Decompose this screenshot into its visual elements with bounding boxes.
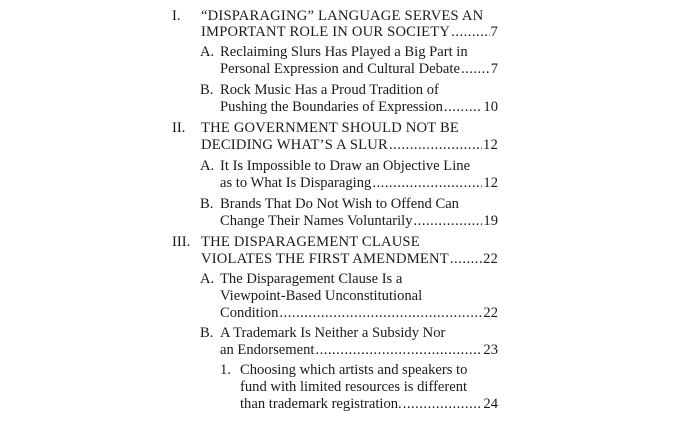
dot-leader — [451, 24, 489, 40]
dot-leader — [461, 61, 490, 77]
subsection-letter: A. — [200, 158, 215, 174]
dot-leader — [444, 99, 482, 115]
section-numeral: III. — [172, 234, 191, 250]
subsection-letter: B. — [200, 82, 214, 98]
page-number: 22 — [483, 251, 498, 267]
toc-entry-line — [220, 175, 498, 191]
page-number: 7 — [490, 24, 498, 40]
page-number: 10 — [483, 99, 498, 115]
subsection-line: The Disparagement Clause Is a — [220, 271, 403, 287]
section-numeral: I. — [172, 8, 181, 24]
toc-entry-line — [201, 137, 498, 153]
dot-leader — [315, 342, 482, 358]
item-number: 1. — [220, 362, 231, 378]
subsection-letter: B. — [200, 325, 214, 341]
subsection-line: Reclaiming Slurs Has Played a Big Part in — [220, 44, 468, 60]
subsection-line: It Is Impossible to Draw an Objective Line — [220, 158, 471, 174]
dot-leader — [403, 396, 483, 412]
item-line: Choosing which artists and speakers to — [240, 362, 468, 378]
item-line: than trademark registration. — [240, 396, 402, 412]
toc-entry-line — [201, 24, 498, 40]
subsection-line: Brands That Do Not Wish to Offend Can — [220, 196, 459, 212]
section-heading-line: “DISPARAGING” LANGUAGE SERVES AN — [201, 8, 484, 24]
section-heading-line: THE DISPARAGEMENT CLAUSE — [201, 234, 420, 250]
subsection-line: as to What Is Disparaging — [220, 175, 372, 191]
toc-entry-line — [220, 99, 498, 115]
dot-leader — [279, 305, 482, 321]
section-heading-line: VIOLATES THE FIRST AMENDMENT — [201, 251, 449, 267]
subsection-line: Pushing the Boundaries of Expression — [220, 99, 443, 115]
dot-leader — [389, 137, 482, 153]
section-heading-line: DECIDING WHAT’S A SLUR — [201, 137, 388, 153]
subsection-letter: B. — [200, 196, 214, 212]
page-number: 7 — [490, 61, 498, 77]
toc-entry-line — [240, 396, 498, 412]
subsection-line: Condition — [220, 305, 279, 321]
page-number: 19 — [483, 213, 498, 229]
page-number: 12 — [483, 137, 498, 153]
subsection-letter: A. — [200, 44, 215, 60]
dot-leader — [414, 213, 483, 229]
section-numeral: II. — [172, 120, 186, 136]
section-heading-line: THE GOVERNMENT SHOULD NOT BE — [201, 120, 460, 136]
subsection-line: an Endorsement — [220, 342, 315, 358]
subsection-line: A Trademark Is Neither a Subsidy Nor — [220, 325, 446, 341]
toc-entry-line — [220, 61, 498, 77]
toc-entry-line — [201, 251, 498, 267]
toc-entry-line — [220, 305, 498, 321]
page-number: 24 — [483, 396, 498, 412]
page-number: 12 — [483, 175, 498, 191]
page-number: 23 — [483, 342, 498, 358]
page-number: 22 — [483, 305, 498, 321]
toc-entry-line — [220, 342, 498, 358]
subsection-line: Rock Music Has a Proud Tradition of — [220, 82, 439, 98]
subsection-line: Viewpoint-Based Unconstitutional — [220, 288, 423, 304]
item-line: fund with limited resources is different — [240, 379, 468, 395]
subsection-line: Change Their Names Voluntarily — [220, 213, 413, 229]
dot-leader — [372, 175, 482, 191]
dot-leader — [450, 251, 482, 267]
subsection-letter: A. — [200, 271, 215, 287]
section-heading-line: IMPORTANT ROLE IN OUR SOCIETY — [201, 24, 451, 40]
subsection-line: Personal Expression and Cultural Debate — [220, 61, 460, 77]
toc-entry-line — [220, 213, 498, 229]
